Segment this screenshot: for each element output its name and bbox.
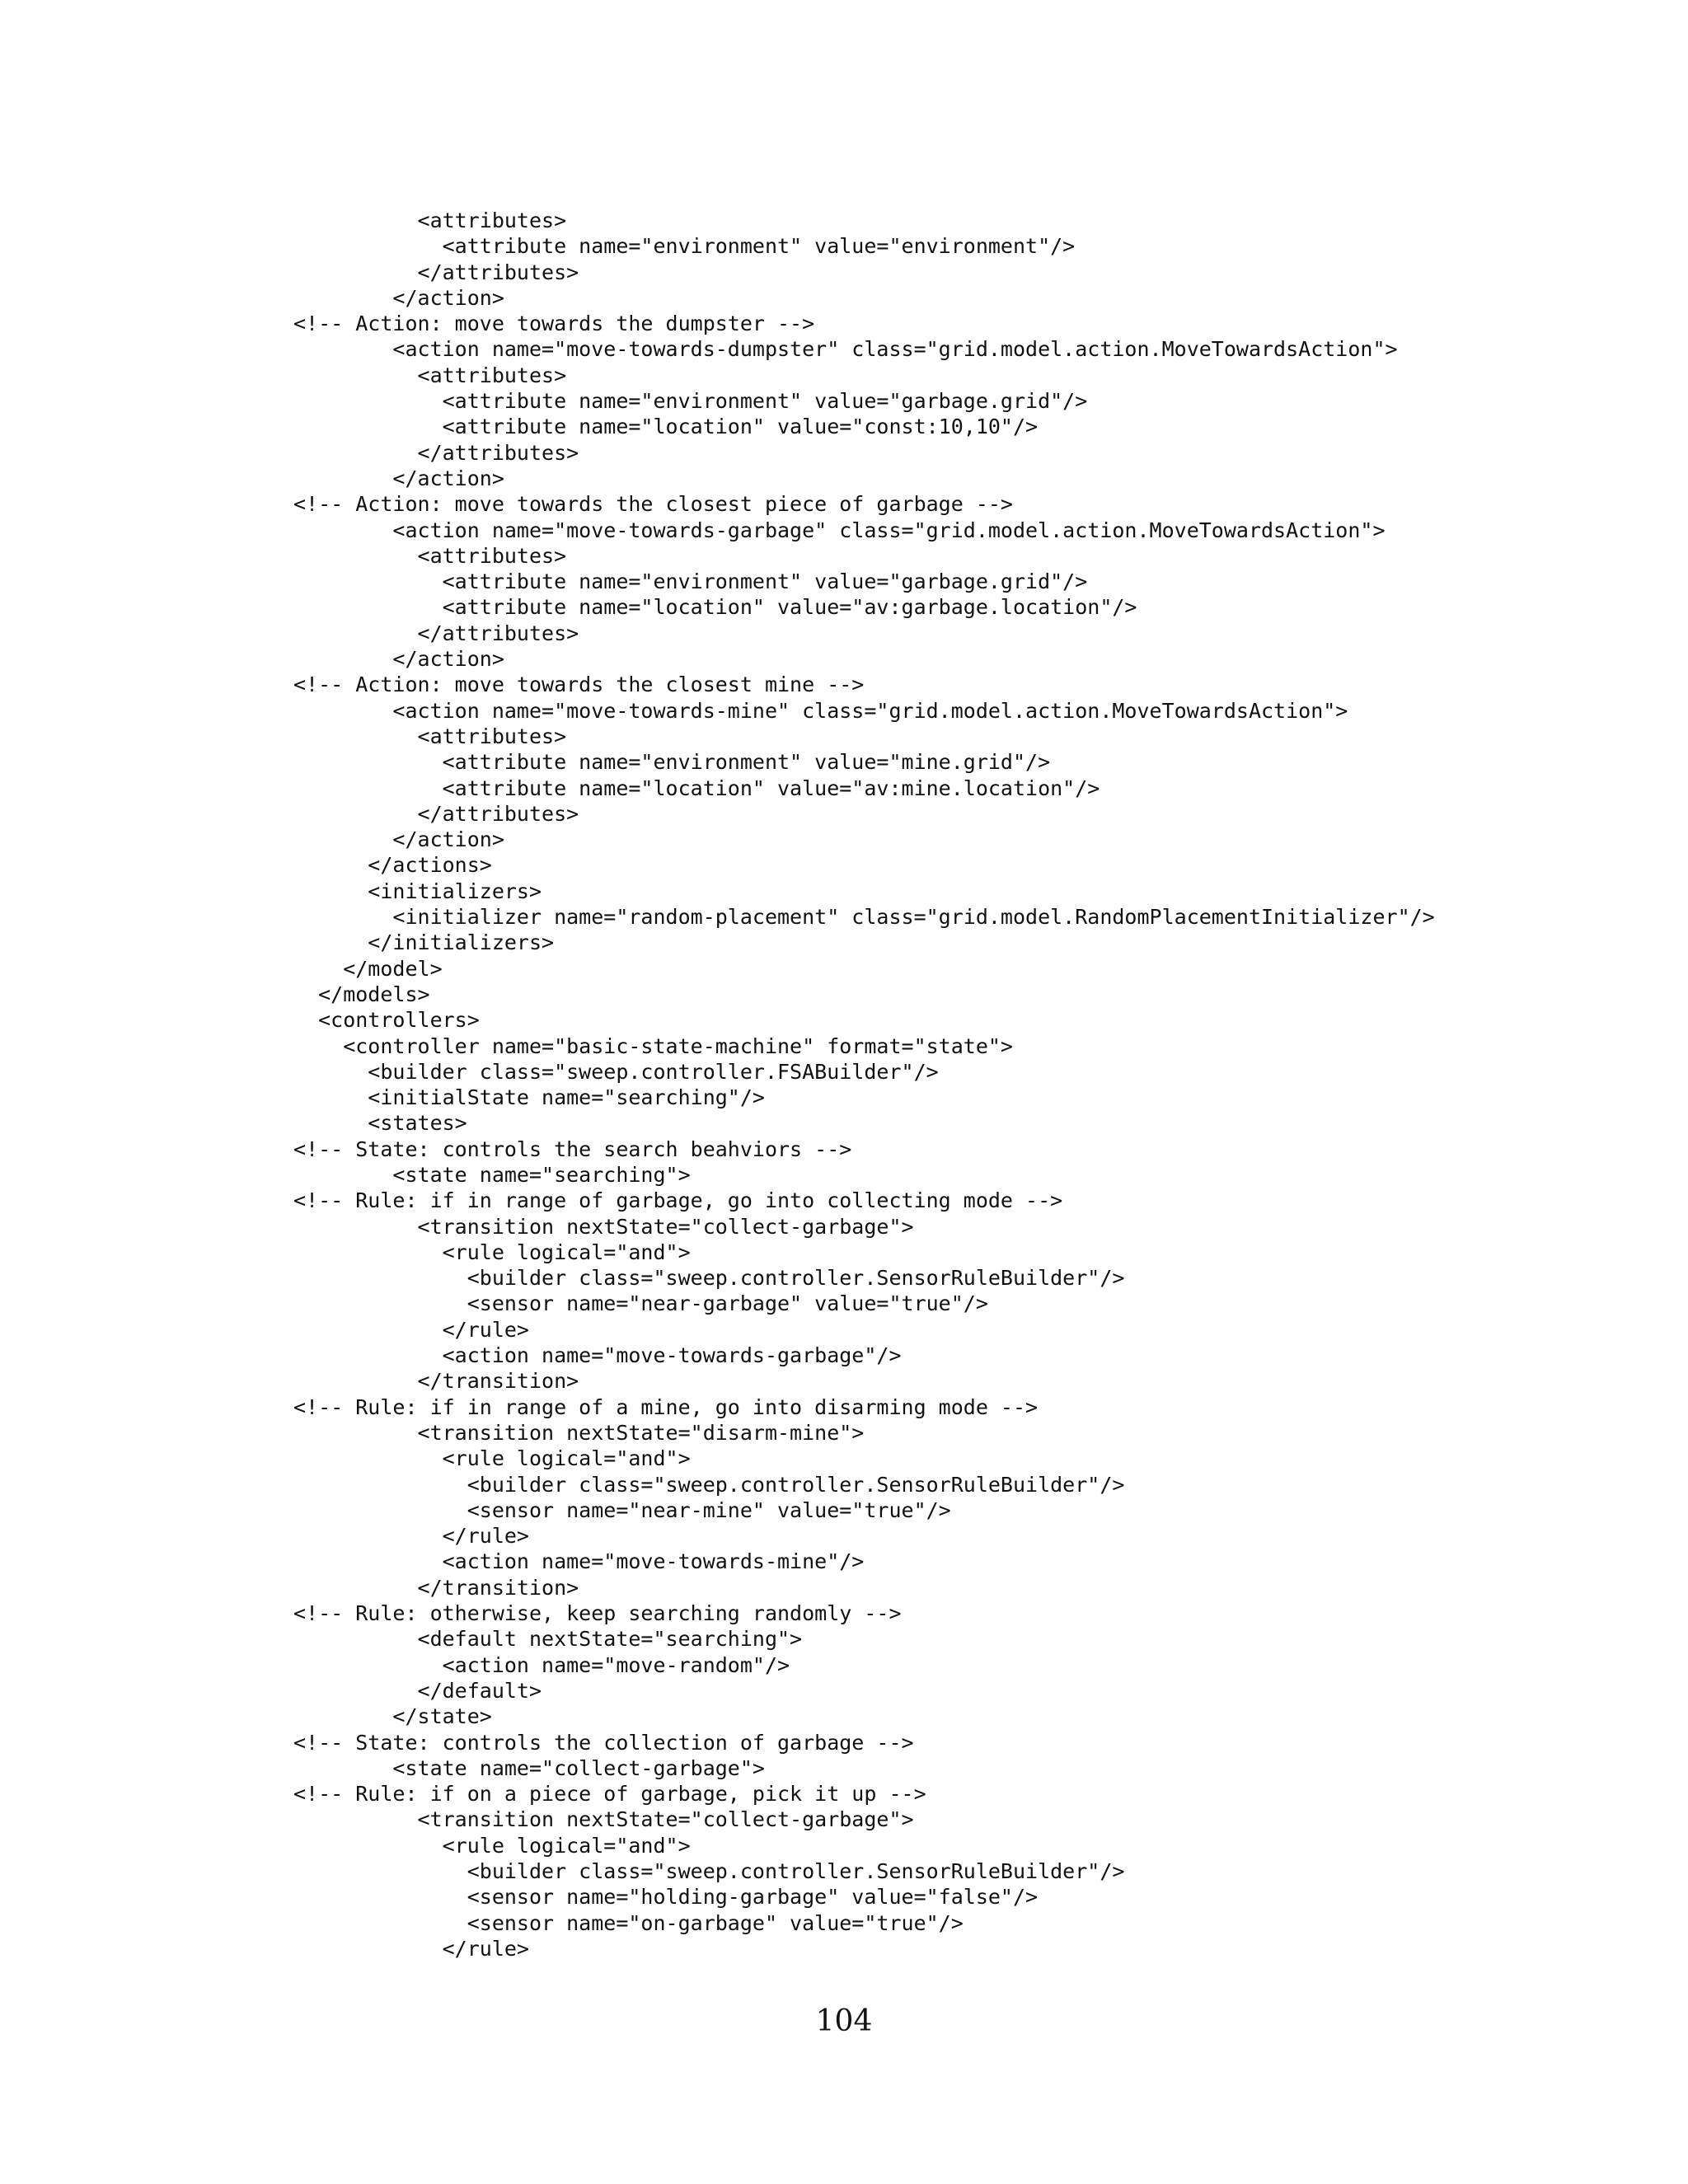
code-line: </rule> <box>293 1317 529 1342</box>
code-line: <action name="move-towards-mine"/> <box>293 1549 865 1574</box>
code-line: <attributes> <box>293 363 567 387</box>
code-line: </attributes> <box>293 801 579 826</box>
code-line: <attributes> <box>293 209 567 232</box>
code-line: </models> <box>293 982 430 1006</box>
code-line: <!-- Action: move towards the closest mine --> <box>293 673 865 697</box>
code-line: <initialState name="searching"/> <box>293 1085 765 1110</box>
code-line: <action name="move-towards-garbage"/> <box>293 1343 902 1368</box>
code-line: <action name="move-towards-garbage" class="grid.model.action.MoveTowardsAction"> <box>293 518 1386 542</box>
code-line: <default nextState="searching"> <box>293 1627 803 1652</box>
code-line: <!-- Rule: if in range of a mine, go into disarming mode --> <box>293 1394 1039 1419</box>
code-line: </transition> <box>293 1575 579 1600</box>
code-line: <attribute name="environment" value="mine.grid"/> <box>293 750 1051 775</box>
code-line: <rule logical="and"> <box>293 1446 691 1471</box>
code-line: <sensor name="near-garbage" value="true"/> <box>293 1291 988 1316</box>
code-line: <initializers> <box>293 879 542 903</box>
code-line: <sensor name="near-mine" value="true"/> <box>293 1497 951 1522</box>
code-line: </attributes> <box>293 260 579 284</box>
code-line: <action name="move-random"/> <box>293 1652 790 1677</box>
code-line: <attributes> <box>293 724 567 748</box>
code-line: <!-- Rule: otherwise, keep searching randomly --> <box>293 1601 902 1626</box>
code-line: <action name="move-towards-mine" class="grid.model.action.MoveTowardsAction"> <box>293 698 1348 723</box>
code-line: </transition> <box>293 1369 579 1394</box>
code-line: <action name="move-towards-dumpster" class="grid.model.action.MoveTowardsAction"> <box>293 337 1398 362</box>
code-line: </actions> <box>293 853 492 878</box>
code-line: <rule logical="and"> <box>293 1833 691 1858</box>
code-line: <transition nextState="collect-garbage"> <box>293 1214 914 1239</box>
code-line: <controller name="basic-state-machine" format="state"> <box>293 1033 1013 1058</box>
code-line: <!-- Action: move towards the dumpster --> <box>293 312 815 336</box>
code-line: </rule> <box>293 1936 529 1961</box>
code-line: <builder class="sweep.controller.SensorRuleBuilder"/> <box>293 1859 1125 1883</box>
code-line: <attribute name="environment" value="environment"/> <box>293 234 1076 259</box>
code-line: </action> <box>293 827 504 852</box>
code-line: <attribute name="environment" value="garbage.grid"/> <box>293 569 1088 594</box>
code-listing <box>293 208 1435 1961</box>
code-line: <state name="searching"> <box>293 1162 691 1187</box>
code-line: <controllers> <box>293 1008 480 1033</box>
code-line: <attribute name="location" value="av:garbage.location"/> <box>293 595 1137 620</box>
code-line: </default> <box>293 1678 542 1703</box>
code-line: <!-- Rule: if on a piece of garbage, pick it up --> <box>293 1782 926 1807</box>
code-line: <attribute name="location" value="const:10,10"/> <box>293 415 1039 439</box>
code-line: <attribute name="environment" value="garbage.grid"/> <box>293 389 1088 414</box>
code-line: <state name="collect-garbage"> <box>293 1755 765 1780</box>
code-line: <attribute name="location" value="av:mine.location"/> <box>293 776 1100 800</box>
code-line: <sensor name="on-garbage" value="true"/> <box>293 1910 964 1935</box>
page-number: 104 <box>815 2004 873 2038</box>
code-line: <!-- Action: move towards the closest piece of garbage --> <box>293 492 1013 517</box>
code-line: <!-- State: controls the collection of garbage --> <box>293 1730 914 1755</box>
code-line: <builder class="sweep.controller.SensorRuleBuilder"/> <box>293 1472 1125 1497</box>
code-line: </action> <box>293 466 504 490</box>
code-line: </rule> <box>293 1524 529 1549</box>
code-line: <!-- Rule: if in range of garbage, go into collecting mode --> <box>293 1188 1063 1213</box>
code-line: </model> <box>293 956 443 981</box>
code-line: <rule logical="and"> <box>293 1240 691 1264</box>
code-line: <builder class="sweep.controller.SensorRuleBuilder"/> <box>293 1266 1125 1291</box>
code-line: </action> <box>293 285 504 310</box>
code-line: <!-- State: controls the search beahviors --> <box>293 1137 852 1161</box>
code-line: </initializers> <box>293 930 555 955</box>
code-line: <states> <box>293 1111 467 1136</box>
code-line: <sensor name="holding-garbage" value="false"/> <box>293 1885 1039 1910</box>
code-line: <builder class="sweep.controller.FSABuilder"/> <box>293 1059 939 1084</box>
code-line: </state> <box>293 1704 492 1729</box>
code-line: </attributes> <box>293 440 579 465</box>
code-line: <initializer name="random-placement" class="grid.model.RandomPlacementInitializer"/> <box>293 905 1435 930</box>
code-line: <transition nextState="collect-garbage"> <box>293 1807 914 1832</box>
code-line: </attributes> <box>293 621 579 645</box>
code-line: </action> <box>293 647 504 672</box>
code-line: <attributes> <box>293 543 567 568</box>
code-line: <transition nextState="disarm-mine"> <box>293 1420 865 1445</box>
